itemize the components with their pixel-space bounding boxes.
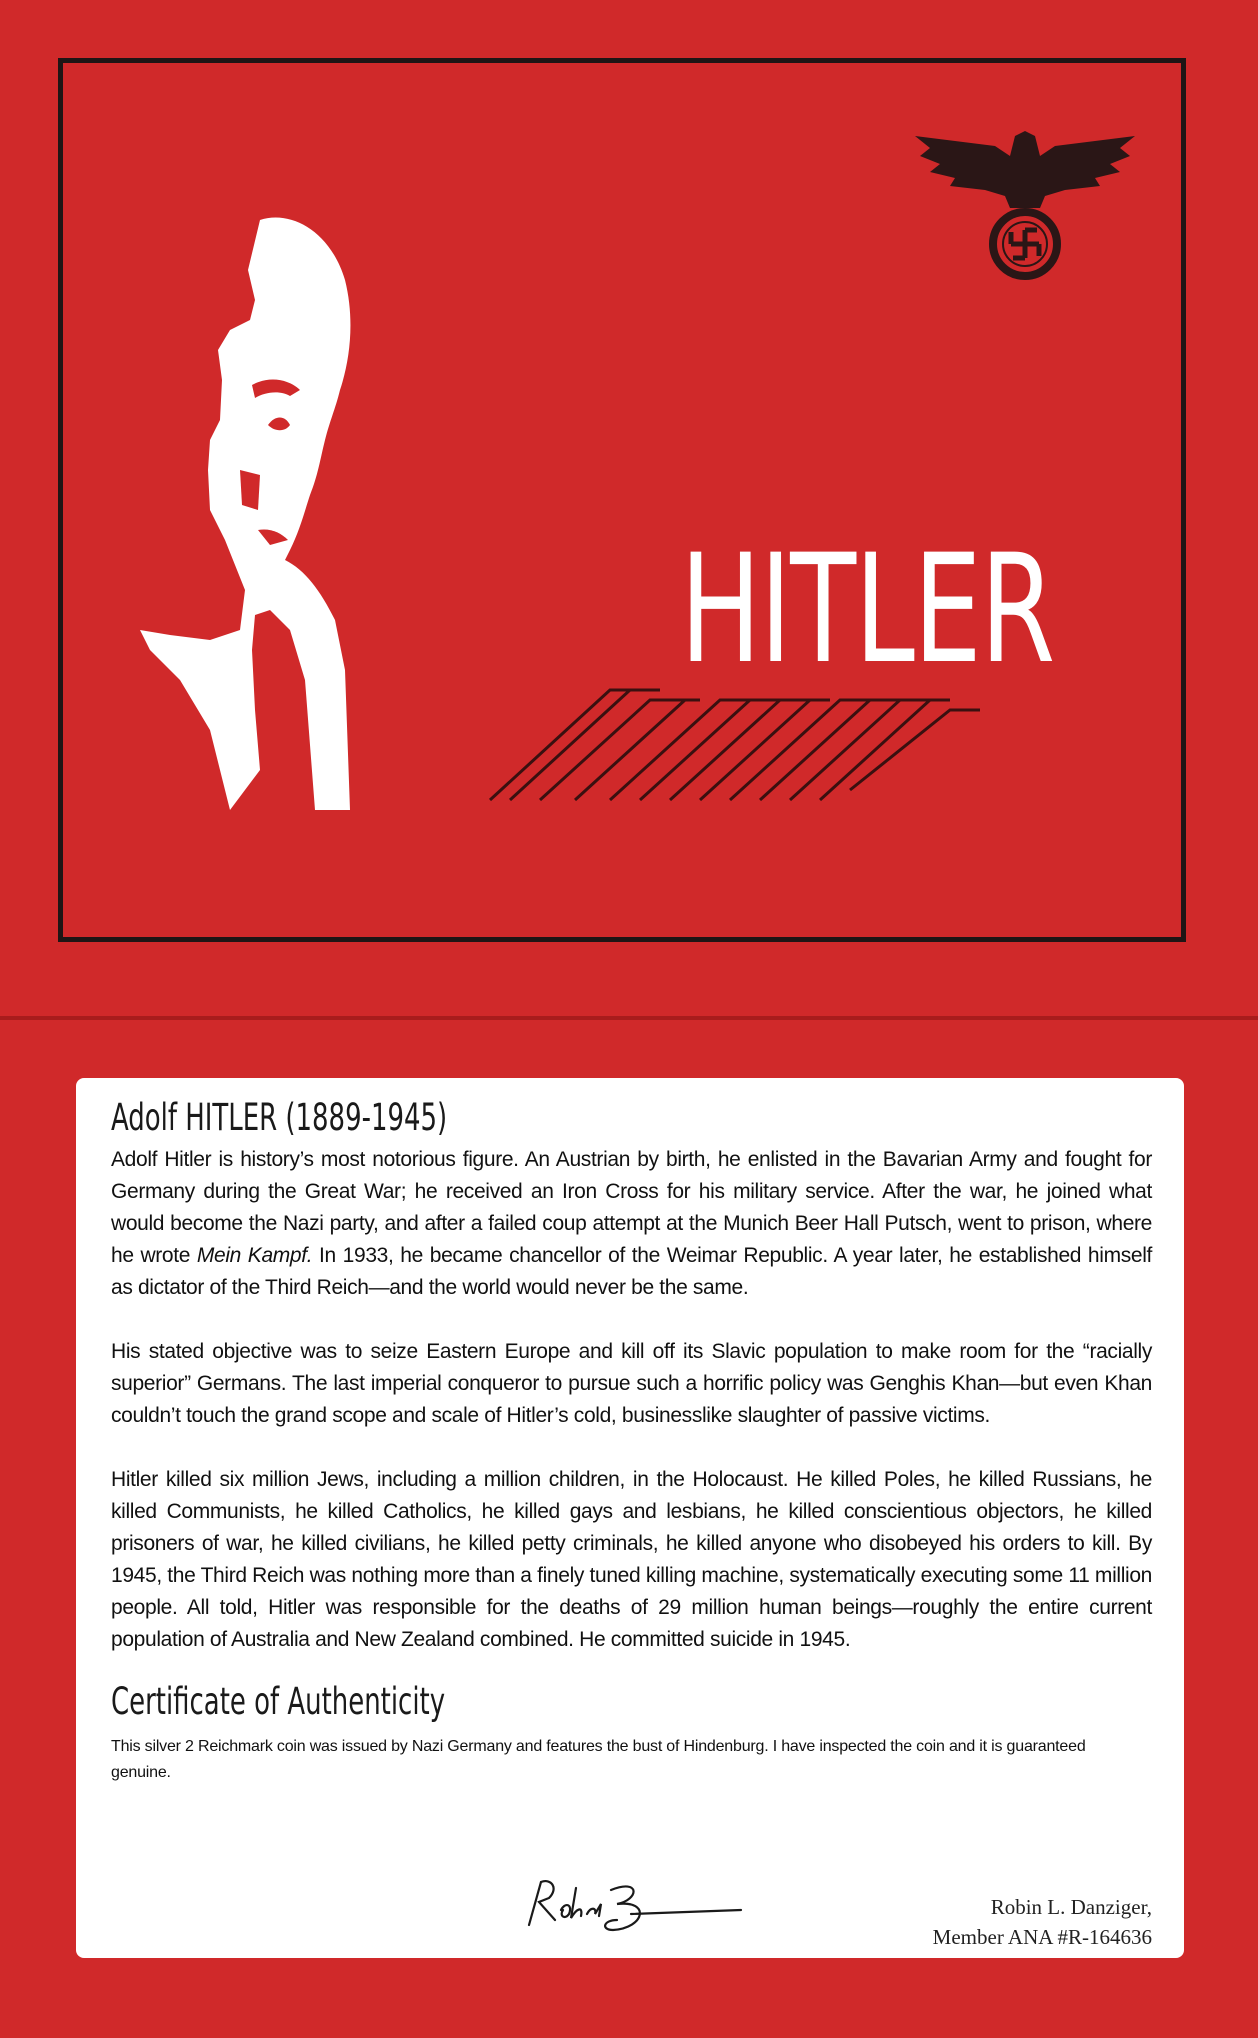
signer-membership: Member ANA #R-164636 [932, 1925, 1152, 1949]
info-panel [76, 1078, 1184, 1958]
bio-paragraph-2: His stated objective was to seize Eastern Europe and kill off its Slavic population to make room for the “racially superior” Germans. The last imperial conqueror to pursue such a horrific policy was Genghis Khan—but even Khan couldn’t touch the grand scope and scale of Hitler’s cold, businesslike slaughter of passive victims. [111, 1340, 1152, 1427]
bio-p1-start: Adolf Hitler is history’s most notorious figure. An Austrian by birth, he enlisted in the Bavarian Army and fought for Germany during the Great War; he received an Iron Cross for his military service. After the war, he joined what would become the Nazi party, and after a failed coup attempt at the Munich Beer Hall Putsch, went to prison, where he wrote [111, 1148, 1152, 1267]
signer-block [852, 1892, 1152, 1952]
signature-graphic [521, 1870, 751, 1940]
eagle-emblem-icon [915, 126, 1135, 286]
bio-paragraph-3: Hitler killed six million Jews, including a million children, in the Holocaust. He killed Poles, he killed Russians, he killed Communists, he killed Catholics, he killed gays and lesbians, he killed conscientious objectors, he killed prisoners of war, he killed civilians, he killed petty criminals, he killed anyone who disobeyed his orders to kill. By 1945, the Third Reich was nothing more than a finely tuned killing machine, systematically executing some 11 million people. All told, Hitler was responsible for the deaths of 29 million human beings—roughly the entire current population of Australia and New Zealand combined. He committed suicide in 1945. [111, 1468, 1152, 1651]
cover-card [0, 0, 1258, 1016]
bio-paragraph-1 [111, 1144, 1152, 1304]
certificate-heading: Certificate of Authenticity [111, 1680, 446, 1723]
bio-p1-end: In 1933, he became chancellor of the Weimar Republic. A year later, he established himself as dictator of the Third Reich—and the world would never be the same. [111, 1244, 1152, 1299]
portrait-silhouette-graphic [140, 210, 440, 810]
title-shadow-graphic [480, 680, 1000, 810]
certificate-text: This silver 2 Reichmark coin was issued by Nazi Germany and features the bust of Hindenburg. I have inspected the coin and it is guaranteed genuine. [111, 1738, 1086, 1781]
book-title: Mein Kampf. [196, 1244, 313, 1267]
bio-heading: Adolf HITLER (1889-1945) [111, 1096, 448, 1139]
signer-name: Robin L. Danziger, [990, 1895, 1152, 1919]
cover-title: HITLER [680, 523, 1054, 697]
